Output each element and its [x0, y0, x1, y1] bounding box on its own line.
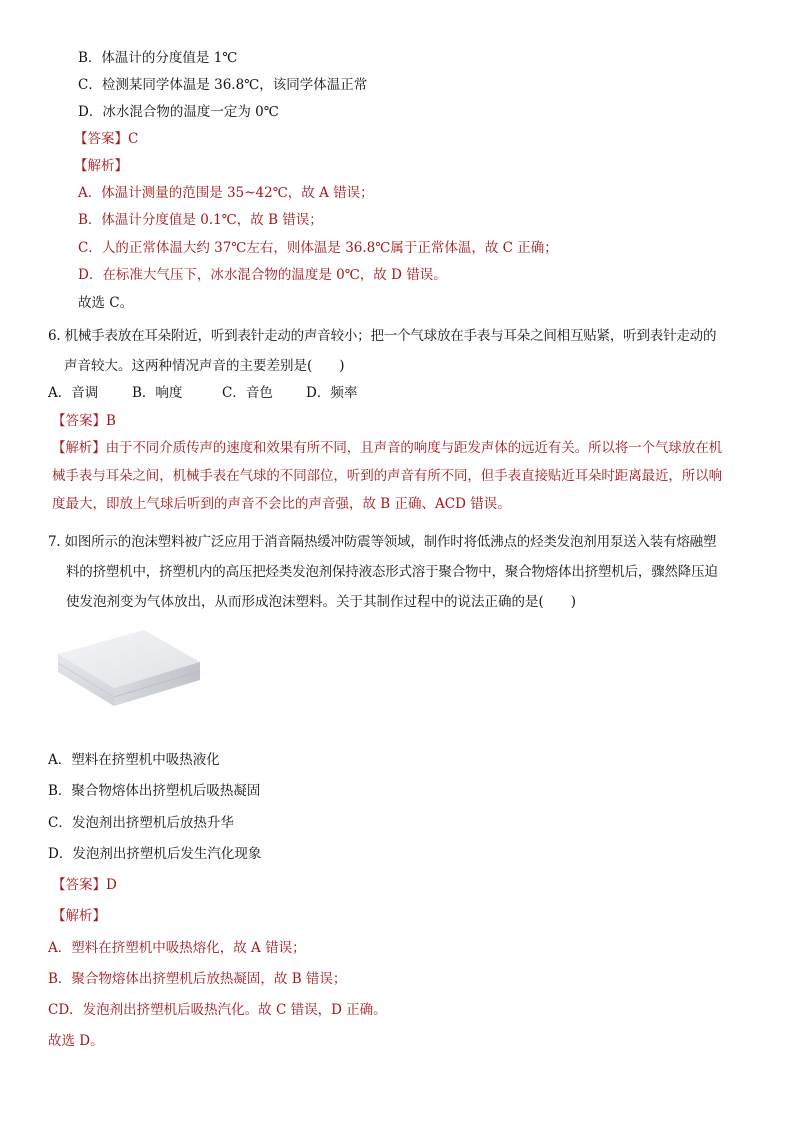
q7-option-c: C．发泡剂出挤塑机后放热升华 [48, 815, 234, 831]
q7-stem-line-3: 使发泡剂变为气体放出，从而形成泡沫塑料。关于其制作过程中的说法正确的是( ) [66, 594, 577, 610]
q6-option-b: B．响度 [132, 385, 183, 401]
q6-option-a: A．音调 [48, 385, 99, 401]
q7-conclusion: 故选 D。 [48, 1033, 104, 1049]
q6-analysis-line-3: 度最大，即放上气球后听到的声音不会比的声音强，故 B 正确、ACD 错误。 [52, 496, 511, 512]
q7-option-b: B．聚合物熔体出挤塑机后吸热凝固 [48, 783, 261, 799]
q5-answer: 【答案】C [74, 131, 139, 147]
q7-stem-line-1: 7. 如图所示的泡沫塑料被广泛应用于消音隔热缓冲防震等领域，制作时将低沸点的烃类发泡剂用泵送入装有熔融塑 [48, 534, 717, 550]
q5-option-b: B．体温计的分度值是 1℃ [78, 50, 238, 66]
q7-answer: 【答案】D [52, 877, 117, 893]
q5-analysis-d: D．在标准大气压下，冰水混合物的温度是 0℃，故 D 错误。 [78, 267, 447, 283]
q7-analysis-b: B．聚合物熔体出挤塑机后放热凝固，故 B 错误； [48, 971, 347, 987]
q6-answer: 【答案】B [52, 413, 116, 429]
q6-options [48, 384, 357, 402]
q5-analysis-b: B．体温计分度值是 0.1℃，故 B 错误； [78, 212, 323, 228]
foam-plastic-image [52, 626, 202, 708]
q6-analysis-line-1: 【解析】由于不同介质传声的速度和效果有所不同，且声音的响度与距发声体的远近有关。所以将一个气球放在机 [52, 440, 722, 456]
q7-analysis-a: A．塑料在挤塑机中吸热熔化，故 A 错误； [48, 940, 306, 956]
q7-option-a: A．塑料在挤塑机中吸热液化 [48, 752, 220, 768]
q5-analysis-title: 【解析】 [74, 158, 128, 174]
q5-analysis-a: A．体温计测量的范围是 35~42℃，故 A 错误； [78, 185, 374, 201]
q7-option-d: D．发泡剂出挤塑机后发生汽化现象 [48, 846, 262, 862]
q6-option-c: C．音色 [222, 385, 273, 401]
q5-analysis-c: C．人的正常体温大约 37℃左右，则体温是 36.8℃属于正常体温，故 C 正确； [78, 240, 558, 256]
q5-option-c: C．检测某同学体温是 36.8℃，该同学体温正常 [78, 77, 368, 93]
q7-stem-line-2: 料的挤塑机中，挤塑机内的高压把烃类发泡剂保持液态形式溶于聚合物中，聚合物熔体出挤塑机后，骤然降压迫 [66, 564, 718, 580]
q5-option-d: D．冰水混合物的温度一定为 0℃ [78, 104, 279, 120]
q7-analysis-cd: CD．发泡剂出挤塑机后吸热汽化。故 C 错误，D 正确。 [48, 1002, 387, 1018]
q6-stem-line-2: 声音较大。这两种情况声音的主要差别是( ) [64, 358, 345, 374]
q5-conclusion: 故选 C。 [78, 295, 134, 311]
q7-analysis-title: 【解析】 [52, 908, 106, 924]
q6-analysis-line-2: 械手表与耳朵之间，机械手表在气球的不同部位，听到的声音有所不同，但手表直接贴近耳朵时距离最近，所以响 [52, 468, 722, 484]
q6-option-d: D．频率 [306, 385, 358, 401]
q6-stem-line-1: 6. 机械手表放在耳朵附近，听到表针走动的声音较小；把一个气球放在手表与耳朵之间相互贴紧，听到表针走动的 [48, 328, 717, 344]
